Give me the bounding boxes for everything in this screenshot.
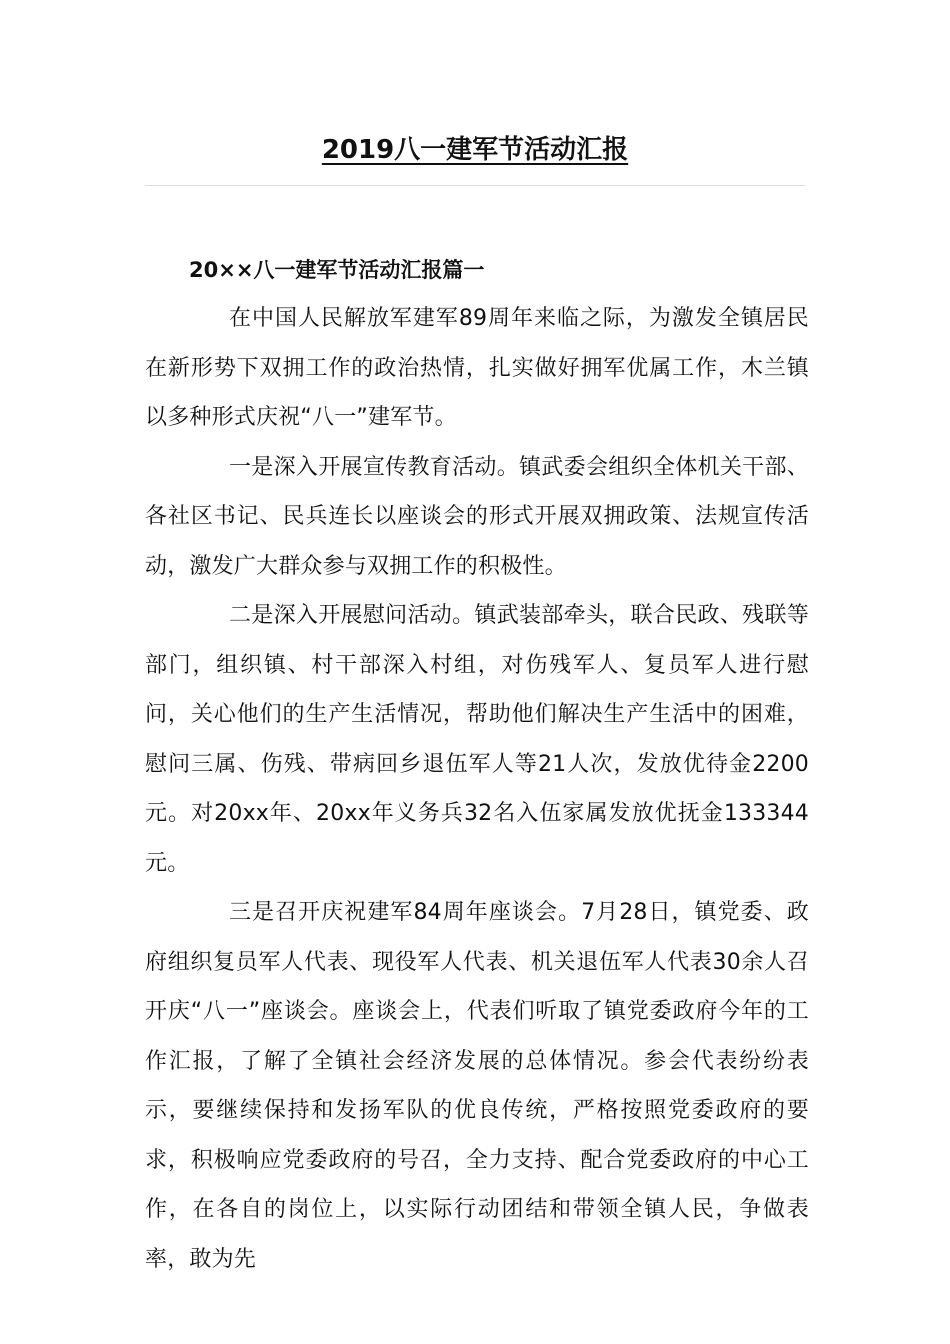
section-heading: 20××八一建军节活动汇报篇一 <box>189 258 485 282</box>
document-title-text: 2019八一建军节活动汇报 <box>321 135 629 165</box>
paragraph-visits: 二是深入开展慰问活动。镇武装部牵头，联合民政、残联等部门，组织镇、村干部深入村组，对伤残军人、复员军人进行慰问，关心他们的生产生活情况，帮助他们解决生产生活中的困难，慰问三属、伤残、带病回乡退伍军人等21人次，发放优待金2200元。对20xx年、20xx年义务兵32名入伍家属发放优抚金133344元。 <box>145 603 809 876</box>
document-body <box>145 250 809 1284</box>
paragraph-symposium: 三是召开庆祝建军84周年座谈会。7月28日，镇党委、政府组织复员军人代表、现役军人代表、机关退伍军人代表30余人召开庆“八一”座谈会。座谈会上，代表们听取了镇党委政府今年的工作汇报，了解了全镇社会经济发展的总体情况。参会代表纷纷表示，要继续保持和发扬军队的优良传统，严格按照党委政府的要求，积极响应党委政府的号召，全力支持、配合党委政府的中心工作，在各自的岗位上，以实际行动团结和带领全镇人民，争做表率，敢为先 <box>145 900 809 1272</box>
document-title <box>145 130 805 170</box>
paragraph-intro: 在中国人民解放军建军89周年来临之际，为激发全镇居民在新形势下双拥工作的政治热情，扎实做好拥军优属工作，木兰镇以多种形式庆祝“八一”建军节。 <box>145 306 809 430</box>
paragraph-publicity: 一是深入开展宣传教育活动。镇武委会组织全体机关干部、各社区书记、民兵连长以座谈会的形式开展双拥政策、法规宣传活动，激发广大群众参与双拥工作的积极性。 <box>145 454 809 579</box>
title-divider <box>145 185 805 186</box>
